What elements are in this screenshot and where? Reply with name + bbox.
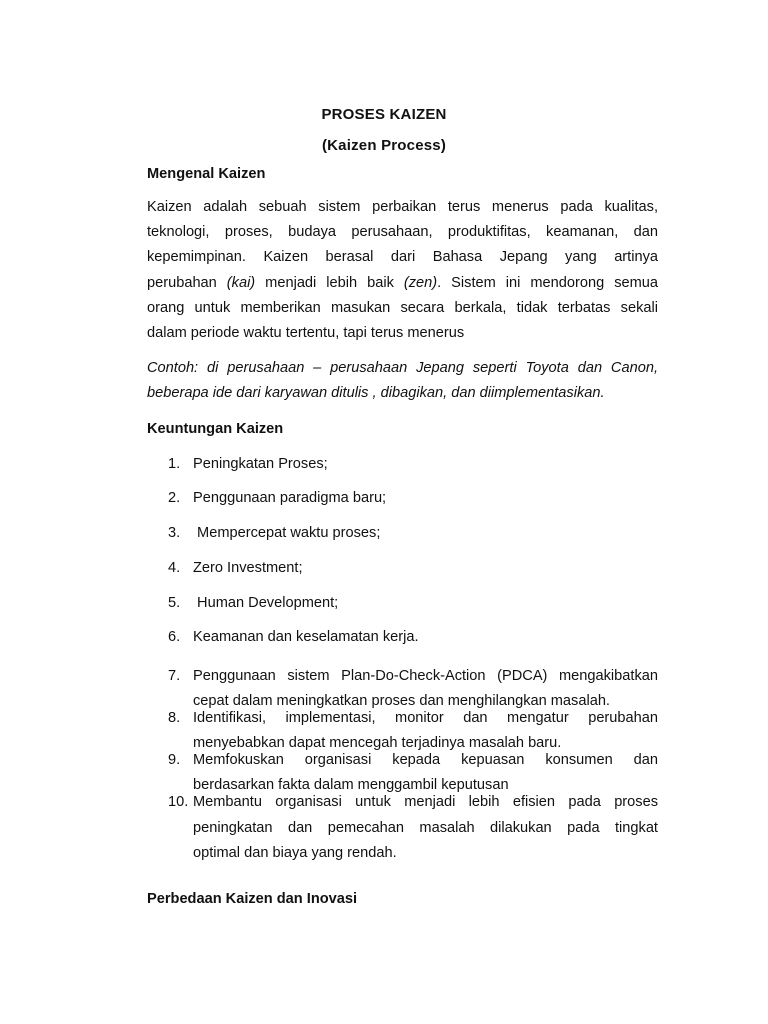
paragraph-line: Kaizen adalah sebuah sistem perbaikan terus menerus pada kualitas, <box>147 199 658 215</box>
list-number: 7. <box>168 668 181 684</box>
list-text: Peningkatan Proses; <box>193 456 328 472</box>
kaizen-definition-paragraph <box>147 195 658 346</box>
list-number: 4. <box>168 560 181 576</box>
list-text: Penggunaan paradigma baru; <box>193 490 387 506</box>
list-number: 10. <box>168 794 189 810</box>
paragraph-line: dalam periode waktu tertentu, tapi terus menerus <box>147 325 465 342</box>
example-paragraph <box>147 356 658 406</box>
list-number: 1. <box>168 456 181 472</box>
paragraph-line: orang untuk memberikan masukan secara berkala, tidak terbatas sekali <box>147 299 658 316</box>
list-text: Mempercepat waktu proses; <box>193 525 381 541</box>
paragraph-line: kepemimpinan. Kaizen berasal dari Bahasa Jepang yang artinya <box>147 249 658 266</box>
list-text: berdasarkan fakta dalam menggambil keputusan <box>193 777 509 793</box>
list-text: optimal dan biaya yang rendah. <box>193 845 397 861</box>
paragraph-text: menjadi lebih baik <box>255 274 404 291</box>
list-text: Identifikasi, implementasi, monitor dan mengatur perubahan <box>193 710 658 726</box>
list-number: 9. <box>168 752 181 768</box>
example-line: Contoh: di perusahaan – perusahaan Jepang seperti Toyota dan Canon, <box>147 360 658 376</box>
list-text: Keamanan dan keselamatan kerja. <box>193 629 419 645</box>
list-number: 3. <box>168 525 181 541</box>
section-heading-keuntungan-kaizen: Keuntungan Kaizen <box>147 421 284 437</box>
list-text: peningkatan dan pemecahan masalah dilakukan pada tingkat <box>193 819 658 836</box>
document-subtitle: (Kaizen Process) <box>321 137 447 154</box>
list-number: 8. <box>168 710 181 726</box>
paragraph-line: teknologi, proses, budaya perusahaan, produktifitas, keamanan, dan <box>147 224 658 241</box>
example-line: beberapa ide dari karyawan ditulis , dibagikan, dan diimplementasikan. <box>147 385 605 402</box>
list-text: Human Development; <box>193 595 339 611</box>
section-heading-perbedaan-kaizen-inovasi: Perbedaan Kaizen dan Inovasi <box>147 891 358 907</box>
section-heading-mengenal-kaizen: Mengenal Kaizen <box>147 166 266 182</box>
list-text: Zero Investment; <box>193 560 303 576</box>
paragraph-text: . Sistem ini mendorong semua <box>437 274 658 291</box>
document-title: PROSES KAIZEN <box>321 106 447 123</box>
list-text: Membantu organisasi untuk menjadi lebih efisien pada proses <box>193 794 658 810</box>
list-number: 2. <box>168 490 181 506</box>
list-text: cepat dalam meningkatkan proses dan menghilangkan masalah. <box>193 693 610 709</box>
list-text: Memfokuskan organisasi kepada kepuasan konsumen dan <box>193 752 658 768</box>
list-number: 6. <box>168 629 181 645</box>
paragraph-text: perubahan <box>147 274 227 291</box>
paragraph-italic-zen: (zen) <box>403 274 438 291</box>
list-text: Penggunaan sistem Plan-Do-Check-Action (PDCA) mengakibatkan <box>193 668 658 684</box>
paragraph-line <box>147 271 658 296</box>
list-text: menyebabkan dapat mencegah terjadinya masalah baru. <box>193 735 562 751</box>
paragraph-italic-kai: (kai) <box>226 274 256 291</box>
list-number: 5. <box>168 595 181 611</box>
